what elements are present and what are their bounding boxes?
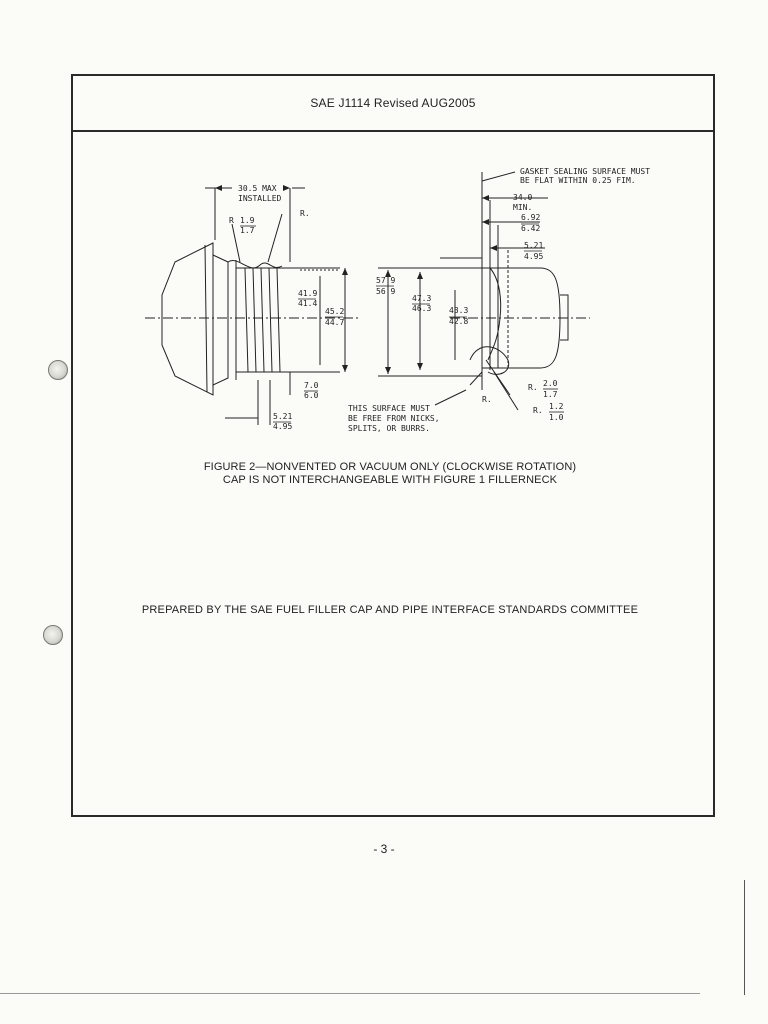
dia-47-lower: 46.3 <box>412 304 432 313</box>
dim-5-lower: 4.95 <box>524 252 544 261</box>
radius-r3-upper: 1.2 <box>549 402 564 411</box>
installed-max-label-2: INSTALLED <box>238 194 282 203</box>
page-number: - 3 - <box>373 842 395 856</box>
radius-right-label: R. <box>300 209 310 218</box>
dia-43-lower: 42.8 <box>449 317 469 326</box>
width-5-upper: 5.21 <box>273 412 293 421</box>
width-7-upper: 7.0 <box>304 381 319 390</box>
radius-label: R <box>229 216 234 225</box>
dim-5-upper: 5.21 <box>524 241 544 250</box>
radius-r1-upper: 2.0 <box>543 379 558 388</box>
radius-r2-label: R. <box>482 395 492 404</box>
figure-caption-line-1: FIGURE 2—NONVENTED OR VACUUM ONLY (CLOCKWISE ROTATION) <box>203 461 577 473</box>
radius-r1-lower: 1.7 <box>543 390 558 399</box>
width-5-lower: 4.95 <box>273 422 293 431</box>
radius-r1-label: R. <box>528 383 538 392</box>
figure-caption <box>140 461 640 487</box>
surface-note-1: THIS SURFACE MUST <box>348 404 430 413</box>
dia-41-lower: 41.4 <box>298 299 318 308</box>
radius-upper: 1.9 <box>240 216 255 225</box>
dia-57-lower: 56.9 <box>376 287 396 296</box>
radius-r3-label: R. <box>533 406 543 415</box>
gasket-note-2: BE FLAT WITHIN 0.25 FIM. <box>520 176 636 185</box>
dia-45-lower: 44.7 <box>325 318 345 327</box>
installed-max-label-1: 30.5 MAX <box>238 184 277 193</box>
dia-43-upper: 43.3 <box>449 306 469 315</box>
radius-r3-lower: 1.0 <box>549 413 564 422</box>
min-34-upper: 34.0 <box>513 193 533 202</box>
surface-note-2: BE FREE FROM NICKS, <box>348 414 440 423</box>
width-7-lower: 6.0 <box>304 391 319 400</box>
radius-lower: 1.7 <box>240 226 255 235</box>
min-34-lower: MIN. <box>513 203 533 212</box>
dia-47-upper: 47.3 <box>412 294 432 303</box>
gasket-note-1: GASKET SEALING SURFACE MUST <box>520 167 651 176</box>
surface-note-3: SPLITS, OR BURRS. <box>348 424 430 433</box>
dim-6-lower: 6.42 <box>521 224 541 233</box>
dim-6-upper: 6.92 <box>521 213 541 222</box>
document-title: SAE J1114 Revised AUG2005 <box>310 96 476 110</box>
committee-note: PREPARED BY THE SAE FUEL FILLER CAP AND PIPE INTERFACE STANDARDS COMMITTEE <box>141 604 639 616</box>
dia-57-upper: 57.9 <box>376 276 396 285</box>
dia-41-upper: 41.9 <box>298 289 318 298</box>
dia-45-upper: 45.2 <box>325 307 345 316</box>
figure-caption-line-2: CAP IS NOT INTERCHANGEABLE WITH FIGURE 1 FILLERNECK <box>222 474 558 486</box>
